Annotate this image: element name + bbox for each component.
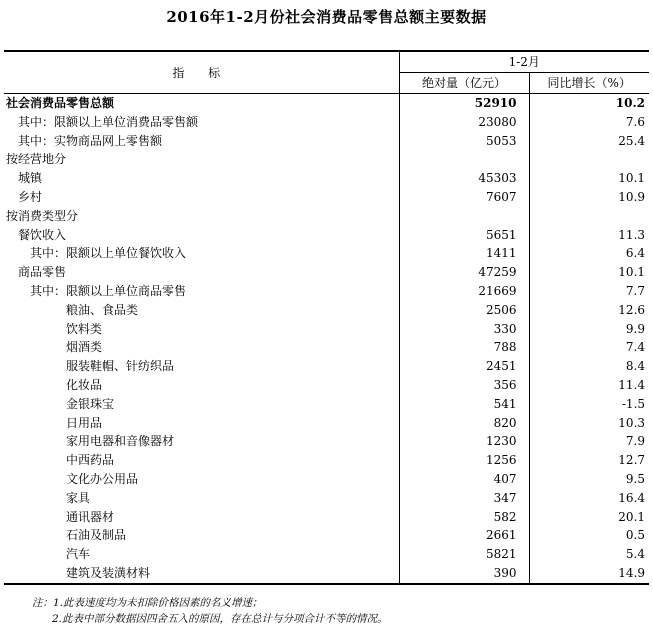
row-yoy-growth: 7.6 (625, 114, 646, 129)
row-absolute-value: 1230 (399, 432, 529, 451)
row-label: 粮油、食品类 (4, 301, 399, 320)
retail-sales-table (4, 50, 649, 585)
row-label: 中西药品 (4, 451, 399, 470)
table-row (4, 338, 649, 357)
row-absolute-value: 7607 (399, 188, 529, 207)
row-absolute-value: 5821 (399, 545, 529, 564)
row-yoy-growth: 25.4 (618, 133, 646, 148)
period-header: 1-2月 (399, 51, 649, 73)
table-row (4, 150, 649, 169)
row-yoy-growth: 7.7 (625, 283, 646, 298)
row-absolute-value: 390 (399, 564, 529, 584)
page-title: 2016年1-2月份社会消费品零售总额主要数据 (166, 8, 487, 26)
table-row (4, 432, 649, 451)
row-absolute-value: 1256 (399, 451, 529, 470)
table-row (4, 320, 649, 339)
row-yoy-growth (529, 150, 649, 169)
row-yoy-growth: 10.1 (618, 265, 646, 280)
indicator-header: 指 标 (4, 51, 399, 94)
row-absolute-value: 407 (399, 470, 529, 489)
table-row (4, 564, 649, 584)
row-yoy-growth: -1.5 (621, 396, 646, 411)
row-yoy-growth: 9.5 (625, 471, 646, 486)
table-row (4, 263, 649, 282)
row-label: 饮料类 (4, 320, 399, 339)
row-label: 其中：实物商品网上零售额 (4, 132, 399, 151)
row-yoy-growth: 0.5 (625, 528, 646, 543)
footnote-2: 2.此表中部分数据因四舍五入的原因，存在总计与分项合计不等的情况。 (52, 613, 388, 625)
row-yoy-growth: 20.1 (618, 509, 646, 524)
row-label: 通讯器材 (4, 508, 399, 527)
row-label: 家具 (4, 489, 399, 508)
table-row (4, 470, 649, 489)
row-absolute-value: 2661 (399, 526, 529, 545)
row-yoy-growth: 11.4 (618, 377, 646, 392)
table-row (4, 395, 649, 414)
row-label: 商品零售 (4, 263, 399, 282)
row-label: 其中：限额以上单位消费品零售额 (4, 113, 399, 132)
table-row (4, 301, 649, 320)
row-yoy-growth (529, 207, 649, 226)
row-yoy-growth: 16.4 (618, 490, 646, 505)
row-absolute-value: 23080 (399, 113, 529, 132)
row-label: 餐饮收入 (4, 226, 399, 245)
row-absolute-value: 582 (399, 508, 529, 527)
row-yoy-growth: 10.3 (618, 415, 646, 430)
table-row (4, 94, 649, 113)
row-absolute-value: 45303 (399, 169, 529, 188)
row-label: 化妆品 (4, 376, 399, 395)
row-yoy-growth: 6.4 (625, 246, 646, 261)
row-label: 家用电器和音像器材 (4, 432, 399, 451)
table-row (4, 244, 649, 263)
row-yoy-growth: 9.9 (625, 321, 646, 336)
row-absolute-value: 5053 (399, 132, 529, 151)
table-body (4, 94, 649, 584)
table-row (4, 508, 649, 527)
row-label: 服装鞋帽、针纺织品 (4, 357, 399, 376)
row-absolute-value: 5651 (399, 226, 529, 245)
row-yoy-growth: 7.9 (625, 434, 646, 449)
table-row (4, 207, 649, 226)
row-absolute-value: 2451 (399, 357, 529, 376)
row-absolute-value: 52910 (399, 94, 529, 113)
table-row (4, 414, 649, 433)
footnote-1: 注：1.此表速度均为未扣除价格因素的名义增速； (32, 597, 263, 609)
row-label: 按消费类型分 (4, 207, 399, 226)
row-yoy-growth: 12.7 (618, 453, 646, 468)
table-row (4, 545, 649, 564)
row-yoy-growth: 8.4 (625, 359, 646, 374)
table-row (4, 169, 649, 188)
row-absolute-value (399, 150, 529, 169)
row-yoy-growth: 10.2 (615, 96, 646, 110)
row-label: 按经营地分 (4, 150, 399, 169)
row-absolute-value: 1411 (399, 244, 529, 263)
table-row (4, 526, 649, 545)
row-absolute-value: 47259 (399, 263, 529, 282)
table-row (4, 357, 649, 376)
row-label: 乡村 (4, 188, 399, 207)
footnotes (32, 595, 388, 627)
yoy-growth-header: 同比增长（%） (529, 73, 649, 94)
row-label: 建筑及装潢材料 (4, 564, 399, 584)
row-label: 其中：限额以上单位商品零售 (4, 282, 399, 301)
row-yoy-growth: 7.4 (625, 340, 646, 355)
row-absolute-value: 356 (399, 376, 529, 395)
row-label: 城镇 (4, 169, 399, 188)
row-label: 石油及制品 (4, 526, 399, 545)
table-row (4, 113, 649, 132)
row-label: 社会消费品零售总额 (4, 94, 399, 113)
row-label: 文化办公用品 (4, 470, 399, 489)
table-row (4, 188, 649, 207)
row-absolute-value: 788 (399, 338, 529, 357)
row-label: 其中：限额以上单位餐饮收入 (4, 244, 399, 263)
table-row (4, 282, 649, 301)
row-absolute-value: 541 (399, 395, 529, 414)
row-yoy-growth: 11.3 (618, 227, 646, 242)
row-absolute-value: 347 (399, 489, 529, 508)
row-label: 日用品 (4, 414, 399, 433)
row-yoy-growth: 5.4 (625, 547, 646, 562)
row-absolute-value: 2506 (399, 301, 529, 320)
row-yoy-growth: 14.9 (529, 564, 649, 584)
row-absolute-value (399, 207, 529, 226)
table-row (4, 226, 649, 245)
absolute-value-header: 绝对量（亿元） (399, 73, 529, 94)
table-row (4, 376, 649, 395)
table-row (4, 451, 649, 470)
row-label: 金银珠宝 (4, 395, 399, 414)
row-label: 汽车 (4, 545, 399, 564)
table-row (4, 132, 649, 151)
row-yoy-growth: 12.6 (618, 302, 646, 317)
row-absolute-value: 21669 (399, 282, 529, 301)
row-yoy-growth: 10.1 (618, 171, 646, 186)
row-label: 烟酒类 (4, 338, 399, 357)
row-absolute-value: 330 (399, 320, 529, 339)
table-row (4, 489, 649, 508)
row-absolute-value: 820 (399, 414, 529, 433)
row-yoy-growth: 10.9 (618, 189, 646, 204)
